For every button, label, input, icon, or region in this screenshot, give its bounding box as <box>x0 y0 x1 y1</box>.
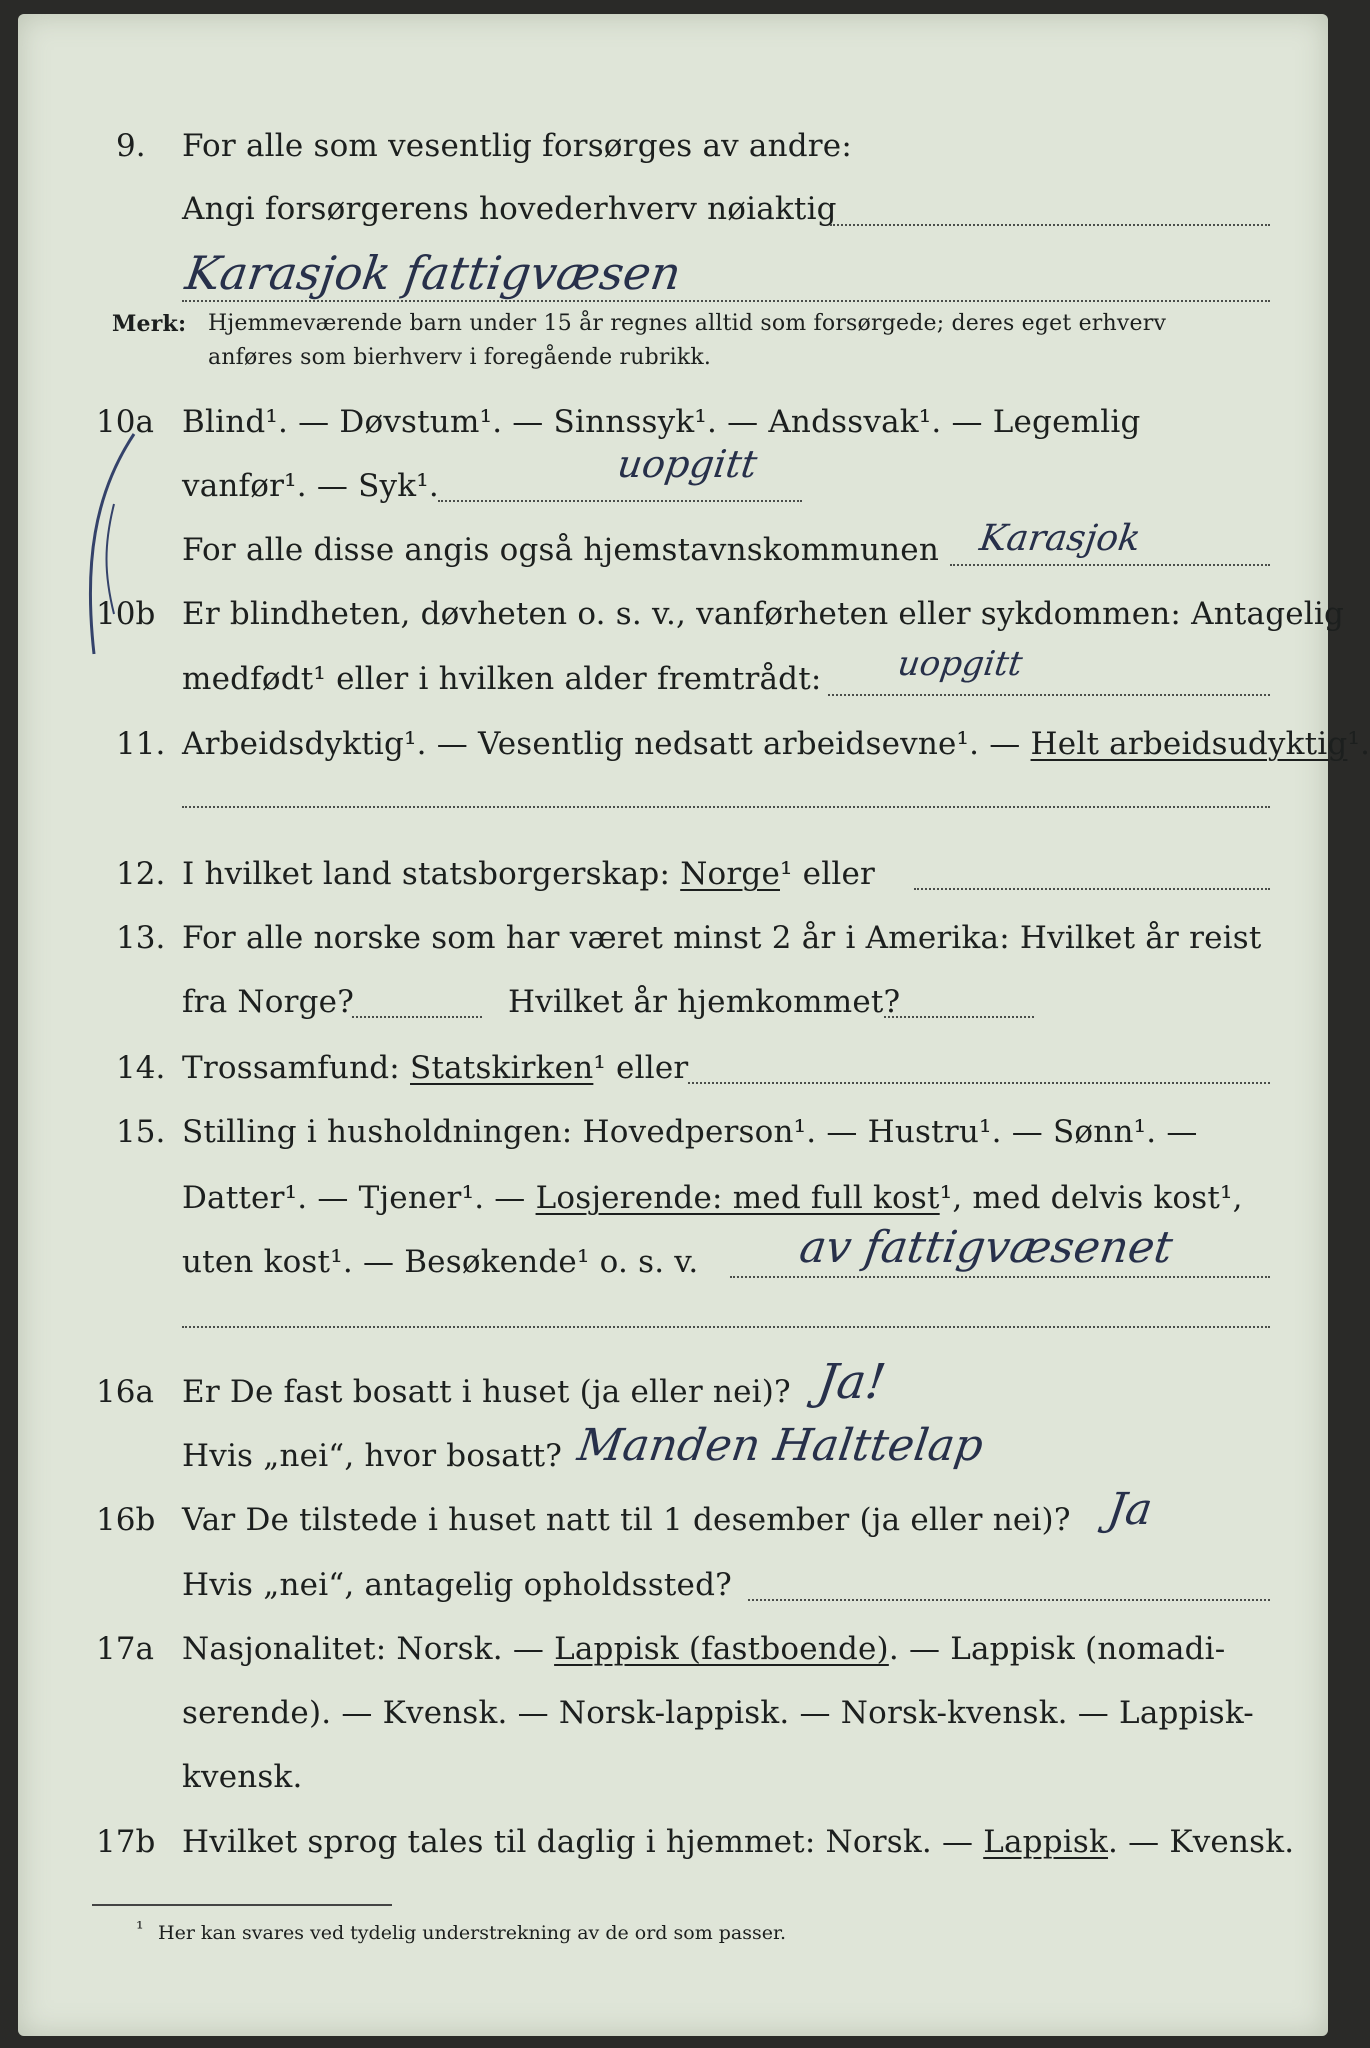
q17b-line1-start: Hvilket sprog tales til daglig i hjemmet: Norsk. — <box>182 1824 984 1860</box>
q10a-answer2: Karasjok <box>977 518 1144 559</box>
q10a-answer1: uopgitt <box>614 442 760 486</box>
q12-text <box>182 856 875 892</box>
q12-number: 12. <box>116 856 166 892</box>
q12-tail: ¹ eller <box>780 856 876 892</box>
q17a-line3: kvensk. <box>182 1759 303 1795</box>
q15-line1: Stilling i husholdningen: Hovedperson¹. — Hustru¹. — Sønn¹. — <box>182 1114 1198 1150</box>
q11-dotted-line <box>182 806 1270 808</box>
q15-number: 15. <box>116 1114 166 1150</box>
q13-number: 13. <box>116 920 166 956</box>
q17a-line2: serende). — Kvensk. — Norsk-lappisk. — Norsk-kvensk. — Lappisk- <box>182 1695 1254 1731</box>
q17a-line1-end: . — Lappisk (nomadi- <box>888 1631 1226 1667</box>
q11-options: Arbeidsdyktig¹. — Vesentlig nedsatt arbeidsevne¹. — <box>182 726 1031 762</box>
q10a-number: 10a <box>96 404 154 440</box>
q11-tail: ¹. <box>1347 726 1370 762</box>
q10a-line1: Blind¹. — Døvstum¹. — Sinnssyk¹. — Andssvak¹. — Legemlig <box>182 404 1141 440</box>
q16b-dotted-line <box>748 1599 1270 1601</box>
q13-line1: For alle norske som har været minst 2 år i Amerika: Hvilket år reist <box>182 920 1262 956</box>
q10b-number: 10b <box>96 596 156 632</box>
merk-line2: anføres som bierhverv i foregående rubrikk. <box>208 345 712 370</box>
q15-selected: Losjerende: med full kost <box>535 1180 940 1216</box>
q16b-answer1: Ja <box>1104 1484 1156 1535</box>
q16a-answer1: Ja! <box>814 1354 890 1410</box>
q15-answer: av fattigvæsenet <box>796 1222 1176 1273</box>
q14-question: Trossamfund: <box>182 1050 411 1086</box>
q11-number: 11. <box>116 726 166 762</box>
q9-line1: For alle som vesentlig forsørges av andre: <box>182 128 852 164</box>
q10b-line1: Er blindheten, døvheten o. s. v., vanførheten eller sykdommen: Antagelig <box>182 596 1345 632</box>
q16a-line1: Er De fast bosatt i huset (ja eller nei)? <box>182 1374 791 1410</box>
q9-answer: Karasjok fattigvæsen <box>182 246 685 300</box>
q12-selected: Norge <box>680 856 780 892</box>
q17a-line1-start: Nasjonalitet: Norsk. — <box>182 1631 555 1667</box>
q13-line2a: fra Norge? <box>182 984 355 1020</box>
merk-line1: Hjemmeværende barn under 15 år regnes alltid som forsørgede; deres eget erhverv <box>208 311 1167 336</box>
q10a-line2: vanfør¹. — Syk¹. <box>182 468 439 504</box>
q10a-line3: For alle disse angis også hjemstavnskommunen <box>182 532 939 568</box>
q9-dotted-line <box>830 224 1270 226</box>
q14-tail: ¹ eller <box>593 1050 689 1086</box>
q12-dotted-line <box>914 888 1270 890</box>
q16b-line1: Var De tilstede i huset natt til 1 desember (ja eller nei)? <box>182 1502 1071 1538</box>
q14-dotted-line <box>688 1082 1270 1084</box>
q13-dotted-line2 <box>884 1016 1034 1018</box>
q15-line2 <box>182 1180 1243 1216</box>
q16b-line2: Hvis „nei“, antagelig opholdssted? <box>182 1567 732 1603</box>
q16a-answer2: Manden Halttelap <box>574 1420 987 1471</box>
q15-line3: uten kost¹. — Besøkende¹ o. s. v. <box>182 1244 699 1280</box>
q9-number: 9. <box>116 128 146 164</box>
q11-selected: Helt arbeidsudyktig <box>1030 726 1348 762</box>
q10a-dotted-line1 <box>438 500 802 502</box>
q17b-line1-end: . — Kvensk. <box>1107 1824 1295 1860</box>
q17b-selected: Lappisk <box>983 1824 1108 1860</box>
q14-text <box>182 1050 688 1086</box>
q10a-dotted-line2 <box>950 564 1270 566</box>
q15-answer-line <box>182 1326 1270 1328</box>
q13-dotted-line1 <box>352 1016 482 1018</box>
q13-line2b: Hvilket år hjemkommet? <box>508 984 901 1020</box>
footnote-rule <box>92 1904 392 1906</box>
q17b-line1 <box>182 1824 1294 1860</box>
q9-answer-line <box>182 300 1270 302</box>
q15-dotted-line <box>730 1276 1270 1278</box>
q10b-line2: medfødt¹ eller i hvilken alder fremtrådt: <box>182 661 822 697</box>
footnote-mark: ¹ <box>136 1918 144 1940</box>
q9-line2: Angi forsørgerens hovederhverv nøiaktig <box>182 191 837 227</box>
census-form-page <box>18 14 1370 2036</box>
merk-label: Merk: <box>112 311 187 337</box>
q14-number: 14. <box>116 1050 166 1086</box>
q17b-number: 17b <box>96 1824 156 1860</box>
q15-line2-start: Datter¹. — Tjener¹. — <box>182 1180 536 1216</box>
q11-text <box>182 726 1370 762</box>
q15-line2-end: ¹, med delvis kost¹, <box>939 1180 1243 1216</box>
q17a-line1 <box>182 1631 1225 1667</box>
footnote-text: Her kan svares ved tydelig understrekning av de ord som passer. <box>158 1922 787 1944</box>
q17a-selected: Lappisk (fastboende) <box>554 1631 889 1667</box>
q16a-number: 16a <box>96 1374 154 1410</box>
q10b-answer: uopgitt <box>895 644 1025 684</box>
q16a-line2: Hvis „nei“, hvor bosatt? <box>182 1438 563 1474</box>
q14-selected: Statskirken <box>410 1050 594 1086</box>
q17a-number: 17a <box>96 1631 154 1667</box>
q16b-number: 16b <box>96 1502 156 1538</box>
q12-question: I hvilket land statsborgerskap: <box>182 856 681 892</box>
q10b-dotted-line <box>828 694 1270 696</box>
